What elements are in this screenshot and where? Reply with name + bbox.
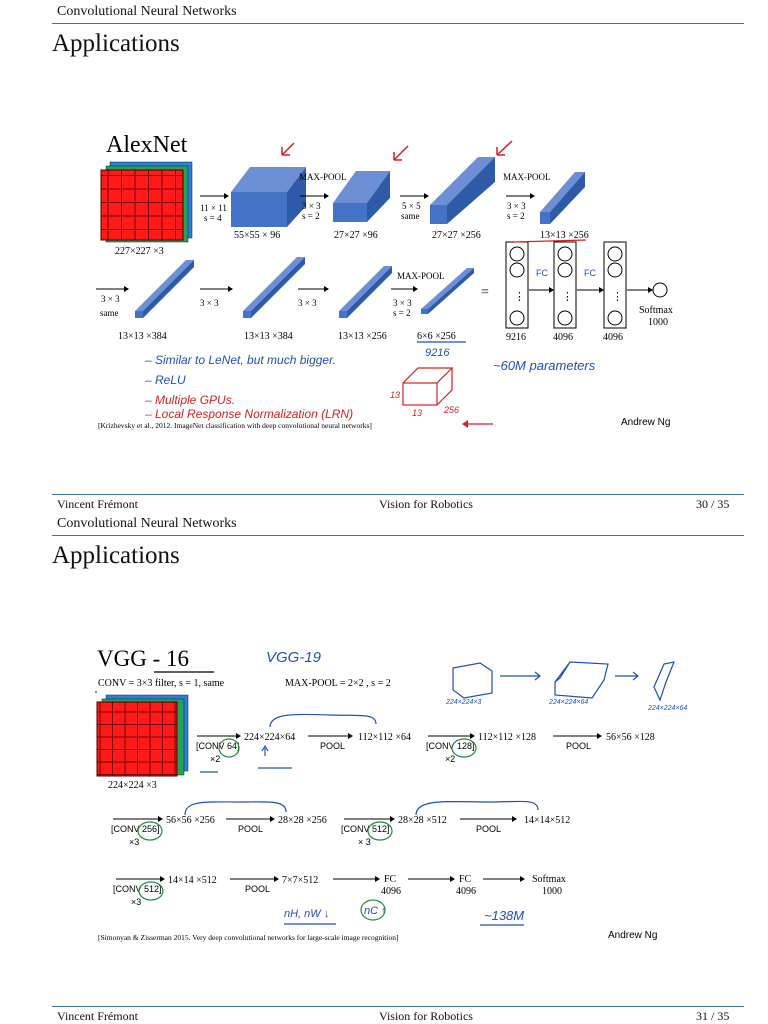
softmax-node [653, 283, 667, 297]
multiplier: ×2 [445, 754, 456, 764]
fc-layer: FC [384, 874, 397, 885]
note-9216: 9216 [425, 347, 450, 359]
op-label: s = 2 [302, 211, 320, 221]
layer-block [339, 266, 392, 318]
input-volume [97, 695, 188, 776]
fc-layer [506, 242, 528, 328]
checkmark-icon [282, 141, 512, 160]
op-label: 11 × 11 [200, 203, 227, 213]
fc-layer: FC [459, 874, 472, 885]
layer-size: 6×6 ×256 [417, 331, 456, 342]
vgg16-figure [0, 512, 768, 1006]
note-dims: nH, nW ↓ [284, 908, 330, 920]
footer-course: Vision for Robotics [379, 1009, 473, 1023]
layer-size: 224×224×64 [244, 732, 296, 743]
ellipsis: ⋮ [562, 290, 573, 303]
softmax-size: 1000 [542, 886, 562, 897]
layer-size: 14×14 ×512 [168, 875, 217, 886]
note-channels: nC ↑ [364, 905, 387, 917]
layer-size: 55×55 × 96 [234, 230, 281, 241]
softmax-label: Softmax [532, 874, 566, 885]
multiplier: × 3 [358, 837, 371, 847]
op-label: 3 × 3 [302, 201, 321, 211]
op-label: 5 × 5 [402, 201, 421, 211]
figure-name: VGG - 16 [97, 646, 189, 671]
fc-size: 4096 [603, 332, 623, 343]
fc-size: 4096 [456, 886, 476, 897]
slide-title: Applications [52, 30, 180, 57]
fc-size: 9216 [506, 332, 526, 343]
op-label: [CONV 512] [113, 884, 162, 894]
op-label: 3 × 3 [393, 298, 412, 308]
op-label: s = 2 [507, 211, 525, 221]
credit: Andrew Ng [621, 417, 671, 428]
note-bullet: – Local Response Normalization (LRN) [145, 407, 354, 421]
op-label: MAX-POOL [503, 172, 551, 182]
multiplier: ×2 [210, 754, 221, 764]
equals-sign: = [481, 285, 489, 300]
input-volume [101, 162, 192, 242]
op-label: same [100, 308, 119, 318]
layer-size: 56×56 ×128 [606, 732, 655, 743]
cube-dim: 256 [444, 405, 460, 415]
note-size: 224×224×64 [648, 705, 688, 712]
footer-author: Vincent Frémont [57, 1009, 138, 1023]
fc-note: FC [584, 268, 596, 278]
fc-size: 4096 [381, 886, 401, 897]
figure-name: AlexNet [106, 132, 188, 158]
op-label: MAX-POOL [397, 271, 445, 281]
op-label: [CONV 128] [426, 741, 475, 751]
layer-block [430, 157, 495, 224]
layer-size: 13×13 ×384 [244, 331, 293, 342]
layer-block [243, 257, 305, 318]
note-bullet: – Similar to LeNet, but much bigger. [145, 353, 336, 367]
footer-rule [52, 1006, 744, 1007]
op-label: POOL [245, 884, 271, 894]
layer-size: 112×112 ×64 [358, 732, 412, 743]
footer-rule [52, 494, 744, 495]
op-label: POOL [238, 824, 264, 834]
footer-author: Vincent Frémont [57, 497, 138, 511]
layer-size: 28×28 ×256 [278, 815, 327, 826]
layer-size: 27×27 ×256 [432, 230, 481, 241]
op-label: POOL [320, 741, 346, 751]
credit: Andrew Ng [608, 930, 658, 941]
fc-note: FC [536, 268, 548, 278]
op-label: s = 4 [204, 213, 222, 223]
input-size: 224×224 ×3 [108, 780, 157, 791]
citation: [Simonyan & Zisserman 2015. Very deep convolutional networks for large-scale image recognition] [98, 933, 399, 942]
op-label: 3 × 3 [507, 201, 526, 211]
slide-vgg16 [0, 512, 768, 1024]
note-params: ~60M parameters [493, 358, 596, 373]
layer-size: 13×13 ×256 [540, 230, 589, 241]
layer-size: 13×13 ×384 [118, 331, 167, 342]
conv-definition: CONV = 3×3 filter, s = 1, same [98, 678, 225, 689]
layer-size: 14×14×512 [524, 815, 571, 826]
multiplier: ×3 [131, 897, 142, 907]
footer-course: Vision for Robotics [379, 497, 473, 511]
softmax-label: Softmax [639, 305, 673, 316]
slide-title: Applications [52, 542, 180, 569]
citation: [Krizhevsky et al., 2012. ImageNet classification with deep convolutional neural networks] [98, 421, 372, 430]
ellipsis: ⋮ [612, 290, 623, 303]
op-label: POOL [566, 741, 592, 751]
note-size: 224×224×3 [446, 699, 482, 706]
section-header: Convolutional Neural Networks [57, 516, 237, 531]
annotation-circle [138, 739, 476, 920]
fc-layer [554, 242, 576, 328]
op-label: [CONV 512] [341, 824, 390, 834]
input-size: 227×227 ×3 [115, 246, 164, 257]
layer-size: 7×7×512 [282, 875, 319, 886]
layer-size: 112×112 ×128 [478, 732, 537, 743]
layer-size: 27×27 ×96 [334, 230, 378, 241]
note-vgg19: VGG-19 [266, 649, 322, 666]
fc-layer [604, 242, 626, 328]
arrow-head-icon [462, 420, 468, 428]
multiplier: ×3 [129, 837, 140, 847]
op-label: s = 2 [393, 308, 411, 318]
fc-size: 4096 [553, 332, 573, 343]
note-params: ~138M [484, 908, 525, 923]
op-label: MAX-POOL [299, 172, 347, 182]
softmax-size: 1000 [648, 317, 668, 328]
note-bullet: – ReLU [145, 373, 186, 387]
op-label: 3 × 3 [200, 298, 219, 308]
layer-size: 56×56 ×256 [166, 815, 215, 826]
op-label: same [401, 211, 420, 221]
footer-page: 31 / 35 [696, 1009, 730, 1023]
op-label: POOL [476, 824, 502, 834]
layer-size: 13×13 ×256 [338, 331, 387, 342]
op-label: 3 × 3 [101, 294, 120, 304]
alexnet-figure [0, 0, 768, 494]
note-bullet: – Multiple GPUs. [145, 393, 236, 407]
pool-definition: MAX-POOL = 2×2 , s = 2 [285, 678, 391, 689]
layer-size: 28×28 ×512 [398, 815, 447, 826]
note-size: 224×224×64 [549, 699, 589, 706]
op-label: 3 × 3 [298, 298, 317, 308]
cube-sketch [403, 368, 452, 405]
layer-block [135, 260, 194, 318]
section-header: Convolutional Neural Networks [57, 4, 237, 19]
cube-dim: 13 [390, 390, 401, 400]
ellipsis: ⋮ [514, 290, 525, 303]
op-label: [CONV 256] [111, 824, 160, 834]
layer-block [231, 167, 306, 227]
footer-page: 30 / 35 [696, 497, 730, 511]
op-label: [CONV 64] [196, 741, 240, 751]
cube-dim: 13 [412, 408, 423, 418]
